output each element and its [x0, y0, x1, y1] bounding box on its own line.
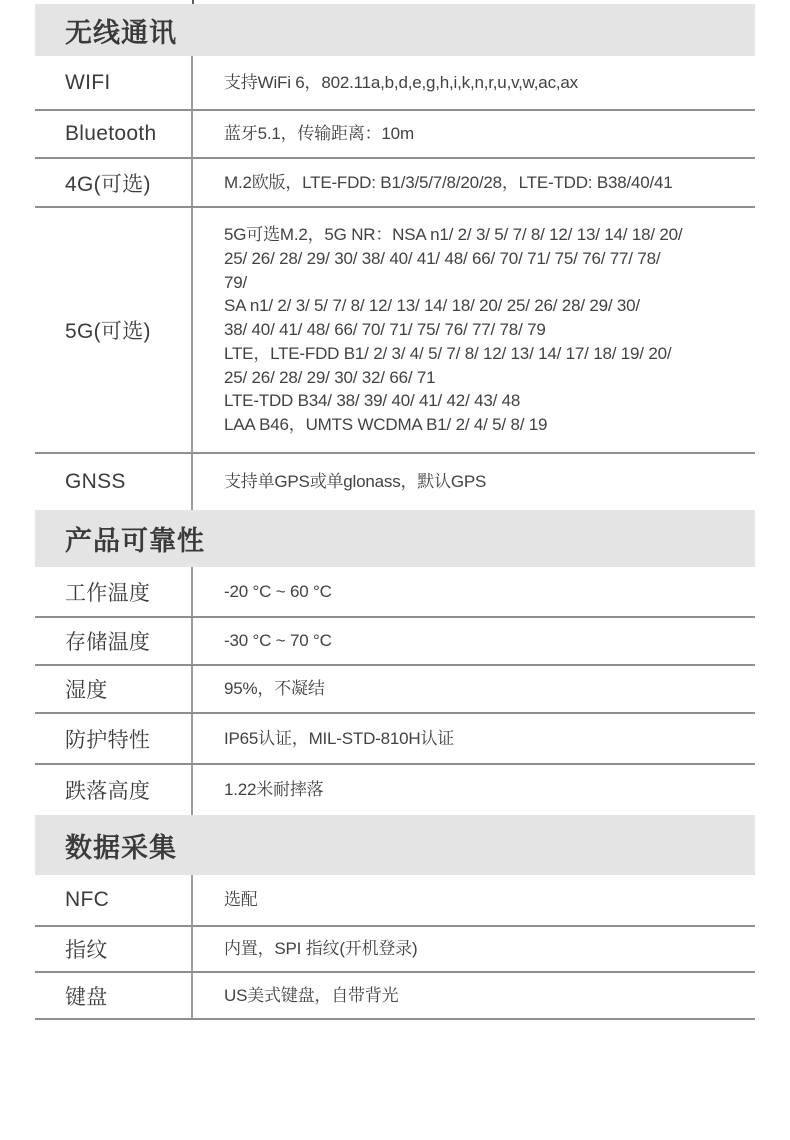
- table-row: [35, 712, 755, 763]
- row-value-line: 79/: [224, 272, 248, 292]
- row-value-line: 5G可选M.2，5G NR：NSA n1/ 2/ 3/ 5/ 7/ 8/ 12/ 13/ 14/ 18/ 20/: [224, 224, 683, 244]
- spec-section-1: [35, 510, 755, 815]
- row-value-line: 25/ 26/ 28/ 29/ 30/ 32/ 66/ 71: [224, 367, 436, 387]
- table-row: [35, 206, 755, 452]
- row-value-line: 蓝牙5.1，传输距离：10m: [224, 124, 414, 144]
- row-value-line: LAA B46，UMTS WCDMA B1/ 2/ 4/ 5/ 8/ 19: [224, 415, 548, 435]
- spec-table: [35, 4, 755, 1020]
- row-value: [193, 875, 755, 925]
- table-row: [35, 616, 755, 664]
- row-value: [193, 56, 755, 109]
- row-value-line: SA n1/ 2/ 3/ 5/ 7/ 8/ 12/ 13/ 14/ 18/ 20/ 25/ 26/ 28/ 29/ 30/: [224, 296, 640, 316]
- row-value-line: IP65认证，MIL-STD-810H认证: [224, 728, 455, 748]
- table-row: [35, 925, 755, 971]
- table-row: [35, 56, 755, 109]
- row-label: 4G(可选): [35, 159, 193, 206]
- table-row: [35, 763, 755, 815]
- row-label: 防护特性: [35, 714, 193, 763]
- table-row: [35, 109, 755, 157]
- row-label: GNSS: [35, 454, 193, 510]
- section-title: 产品可靠性: [65, 526, 205, 556]
- row-value: [193, 618, 755, 664]
- row-label: 键盘: [35, 973, 193, 1018]
- row-label: 湿度: [35, 666, 193, 712]
- row-value-line: 选配: [224, 890, 258, 910]
- row-label: 5G(可选): [35, 208, 193, 452]
- row-value-line: 支持WiFi 6，802.11a,b,d,e,g,h,i,k,n,r,u,v,w,ac,ax: [224, 72, 578, 92]
- row-label: Bluetooth: [35, 111, 193, 157]
- section-header: [35, 4, 755, 56]
- row-value: [193, 454, 755, 510]
- section-title: 无线通讯: [65, 17, 177, 48]
- row-value: [193, 765, 755, 815]
- row-label: 跌落高度: [35, 765, 193, 815]
- row-value: [193, 714, 755, 763]
- section-header: [35, 815, 755, 875]
- spec-section-2: [35, 815, 755, 1020]
- row-value-line: LTE，LTE-FDD B1/ 2/ 3/ 4/ 5/ 7/ 8/ 12/ 13/ 14/ 17/ 18/ 19/ 20/: [224, 343, 672, 363]
- row-value: [193, 208, 755, 452]
- section-rows: [35, 875, 755, 1020]
- row-label: WIFI: [35, 56, 193, 109]
- row-value: [193, 159, 755, 206]
- row-label: 工作温度: [35, 567, 193, 616]
- row-value: [193, 927, 755, 971]
- row-value: [193, 973, 755, 1018]
- section-rows: [35, 567, 755, 815]
- row-value-line: M.2欧版，LTE-FDD: B1/3/5/7/8/20/28，LTE-TDD: B38/40/41: [224, 172, 673, 192]
- table-row: [35, 567, 755, 616]
- section-title: 数据采集: [65, 832, 177, 863]
- table-row: [35, 875, 755, 925]
- table-row: [35, 971, 755, 1018]
- row-value-line: 38/ 40/ 41/ 48/ 66/ 70/ 71/ 75/ 76/ 77/ 78/ 79: [224, 320, 546, 340]
- row-value-line: 支持单GPS或单glonass，默认GPS: [224, 472, 487, 492]
- row-value-line: LTE-TDD B34/ 38/ 39/ 40/ 41/ 42/ 43/ 48: [224, 391, 521, 411]
- spec-section-0: [35, 4, 755, 510]
- row-value: [193, 666, 755, 712]
- row-value: [193, 567, 755, 616]
- row-value-line: US美式键盘，自带背光: [224, 985, 399, 1005]
- row-label: 指纹: [35, 927, 193, 971]
- row-value-line: 25/ 26/ 28/ 29/ 30/ 38/ 40/ 41/ 48/ 66/ 70/ 71/ 75/ 76/ 77/ 78/: [224, 248, 661, 268]
- section-rows: [35, 56, 755, 510]
- row-value-line: -30 °C ~ 70 °C: [224, 631, 332, 651]
- row-value-line: -20 °C ~ 60 °C: [224, 581, 332, 601]
- table-row: [35, 452, 755, 510]
- row-value-line: 内置，SPI 指纹(开机登录): [224, 939, 418, 959]
- row-value-line: 1.22米耐摔落: [224, 780, 324, 800]
- row-label: 存储温度: [35, 618, 193, 664]
- row-value-line: 95%，不凝结: [224, 679, 325, 699]
- section-header: [35, 510, 755, 567]
- row-label: NFC: [35, 875, 193, 925]
- row-value: [193, 111, 755, 157]
- table-row: [35, 157, 755, 206]
- table-row: [35, 664, 755, 712]
